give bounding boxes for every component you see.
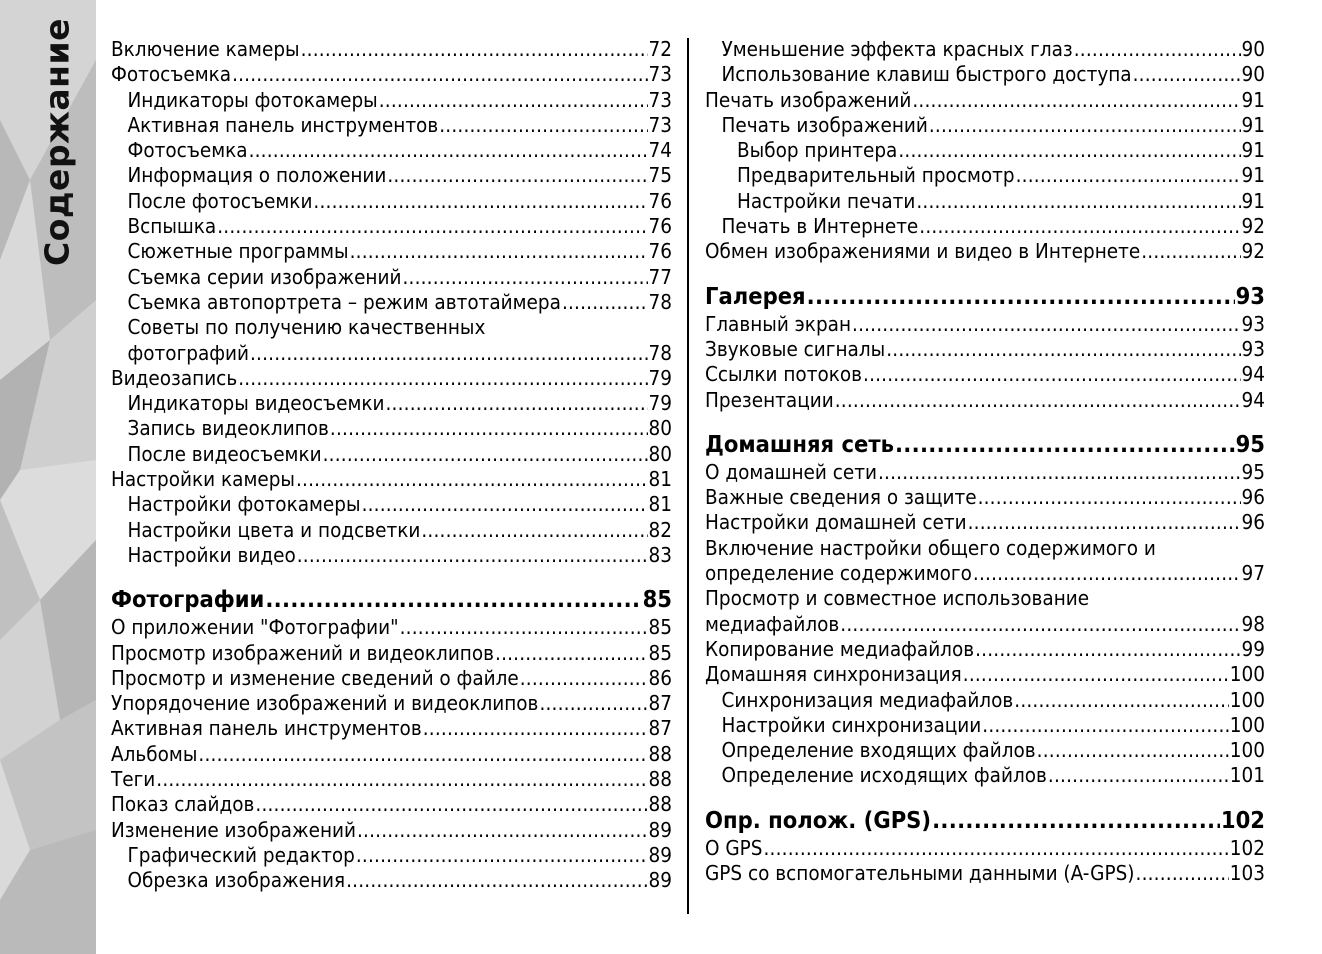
toc-dot-leader [975,637,1240,662]
toc-page-number: 73 [648,112,672,137]
toc-dot-leader [1016,163,1241,188]
toc-entry[interactable] [111,666,672,691]
toc-page-number: 98 [1241,611,1265,636]
toc-page-number: 91 [1241,87,1265,112]
toc-dot-leader [439,113,647,138]
toc-entry-title: Советы по получению качественных [127,315,486,340]
toc-page-number: 88 [648,792,672,817]
toc-page-number: 73 [648,62,672,87]
toc-entry-title: определение содержимого [705,561,972,586]
toc-dot-leader [255,792,647,817]
toc-dot-leader [379,88,648,113]
toc-entry[interactable] [705,738,1265,763]
toc-dot-leader [495,641,648,666]
toc-entry[interactable] [705,688,1265,713]
toc-dot-leader [520,666,648,691]
toc-entry-title: О GPS [705,835,763,860]
toc-entry-title: Печать в Интернете [721,214,919,239]
toc-entry[interactable] [111,868,672,893]
toc-entry-title: Активная панель инструментов [127,112,439,137]
toc-entry-title: Упорядочение изображений и видеоклипов [111,691,539,716]
toc-entry[interactable] [705,388,1265,413]
toc-dot-leader [346,868,647,893]
toc-entry-title: Включение камеры [111,37,300,61]
toc-entry-title: О домашней сети [705,459,877,484]
toc-dot-leader [973,561,1241,586]
toc-entry-title: Копирование медиафайлов [705,636,975,661]
toc-entry-title: Альбомы [111,741,198,766]
toc-page-number: 85 [648,615,672,640]
toc-dot-leader [978,485,1241,510]
toc-page-number: 93 [1241,336,1265,361]
toc-page-number: 91 [1241,112,1265,137]
toc-dot-leader [156,767,647,792]
toc-page-number: 82 [648,517,672,542]
toc-entry-title: Домашняя сеть [705,429,894,458]
toc-page-number: 100 [1229,738,1265,763]
toc-entry[interactable] [705,362,1265,387]
column-divider [687,38,689,914]
toc-entry-title: фотографий [127,340,249,365]
toc-dot-leader [1037,738,1229,763]
toc-entry-title: После видеосъемки [127,441,322,466]
toc-dot-leader [357,818,648,843]
toc-entry-title: Видеозапись [111,365,238,390]
toc-entry[interactable] [111,138,672,163]
toc-dot-leader [912,88,1240,113]
toc-page-number: 100 [1229,662,1265,687]
toc-right-column [705,37,1265,886]
toc-page-number: 79 [648,365,672,390]
toc-entry-title: Галерея [705,281,806,310]
sidebar-decoration [0,0,96,954]
toc-page-number: 89 [648,868,672,893]
toc-page-number: 80 [648,441,672,466]
toc-page-number: 103 [1229,861,1265,886]
toc-dot-leader [895,428,1235,460]
toc-entry[interactable] [705,88,1265,113]
toc-dot-leader [238,366,647,391]
toc-dot-leader [1133,62,1241,87]
toc-entry-title: Настройки камеры [111,467,295,492]
toc-page-number: 76 [648,239,672,264]
toc-dot-leader [297,543,648,568]
toc-entry[interactable] [111,113,672,138]
toc-entry[interactable] [111,214,672,239]
toc-dot-leader [301,37,648,62]
toc-entry-title: Уменьшение эффекта красных глаз [721,37,1073,61]
toc-entry-title: Съемка автопортрета – режим автотаймера [127,289,561,314]
toc-entry[interactable] [111,742,672,767]
toc-page-number: 96 [1241,510,1265,535]
toc-dot-leader [982,713,1229,738]
toc-page-number: 101 [1229,763,1265,788]
toc-entry[interactable] [705,62,1265,87]
toc-entry[interactable] [111,391,672,416]
toc-entry-title: Индикаторы фотокамеры [127,87,378,112]
toc-entry-title: Главный экран [705,311,852,336]
toc-dot-leader [400,615,648,640]
toc-dot-leader [1048,763,1229,788]
toc-page-number: 94 [1241,387,1265,412]
toc-dot-leader [764,836,1229,861]
toc-page-number: 90 [1241,62,1265,87]
toc-entry-title: Активная панель инструментов [111,716,422,741]
toc-entry[interactable] [111,615,672,640]
toc-entry-title: Теги [111,767,156,792]
toc-page-number: 95 [1235,429,1265,458]
toc-dot-leader [313,189,647,214]
toc-dot-leader [878,460,1241,485]
toc-page-number: 99 [1241,636,1265,661]
toc-entry-title: Настройки цвета и подсветки [127,517,421,542]
toc-entry-title: О приложении "Фотографии" [111,615,399,640]
toc-entry[interactable] [111,767,672,792]
toc-entry-title: Просмотр изображений и видеоклипов [111,640,495,665]
toc-page-number: 78 [648,340,672,365]
toc-dot-leader [265,583,641,615]
toc-entry-title: Графический редактор [127,842,355,867]
toc-entry-title: Включение настройки общего содержимого и [705,535,1156,560]
toc-page-number: 76 [648,214,672,239]
toc-entry[interactable] [111,62,672,87]
toc-page-number: 80 [648,416,672,441]
toc-entry[interactable] [705,485,1265,510]
toc-entry[interactable] [705,138,1265,163]
toc-page-number: 72 [648,37,672,61]
toc-page-number: 92 [1241,239,1265,264]
toc-entry-title: Показ слайдов [111,792,255,817]
toc-page-number: 85 [642,585,672,614]
toc-dot-leader [356,843,648,868]
toc-dot-leader [350,239,648,264]
toc-entry-title: Определение исходящих файлов [721,763,1047,788]
toc-dot-leader [423,716,648,741]
toc-page-number: 86 [648,665,672,690]
toc-entry-title: Вспышка [127,214,217,239]
toc-dot-leader [898,138,1240,163]
toc-entry-title: Опр. полож. (GPS) [705,805,932,834]
toc-entry-title: Съемка серии изображений [127,264,402,289]
toc-page-number: 96 [1241,485,1265,510]
toc-dot-leader [198,742,647,767]
toc-entry[interactable] [705,163,1265,188]
toc-dot-leader [852,312,1241,337]
toc-entry[interactable] [705,763,1265,788]
toc-entry[interactable] [705,460,1265,485]
toc-section-heading[interactable] [111,583,672,615]
toc-entry-title: Фотосъемка [127,138,248,163]
toc-entry[interactable] [705,586,1265,611]
toc-dot-leader [1136,861,1229,886]
toc-section-heading[interactable] [705,428,1265,460]
toc-entry[interactable] [111,163,672,188]
toc-page-number: 75 [648,163,672,188]
toc-page-number: 89 [648,842,672,867]
toc-entry-title: Ссылки потоков [705,362,863,387]
toc-page-number: 83 [648,542,672,567]
toc-entry-title: Важные сведения о защите [705,485,977,510]
toc-entry[interactable] [111,88,672,113]
toc-page-number: 91 [1241,163,1265,188]
toc-entry[interactable] [111,716,672,741]
toc-page-number: 100 [1229,712,1265,737]
toc-dot-leader [835,388,1241,413]
toc-entry-title: Настройки фотокамеры [127,492,361,517]
toc-page-number: 73 [648,87,672,112]
toc-entry-title: Презентации [705,387,834,412]
toc-entry-title: Настройки синхронизации [721,712,982,737]
toc-entry[interactable] [111,315,672,340]
toc-entry-title: Настройки домашней сети [705,510,967,535]
toc-entry-title: Домашняя синхронизация [705,662,962,687]
toc-dot-leader [932,804,1220,836]
toc-entry-title: медиафайлов [705,611,840,636]
toc-left-column [111,37,672,894]
toc-dot-leader [296,467,648,492]
toc-entry[interactable] [111,290,672,315]
toc-page-number: 93 [1241,311,1265,336]
toc-section-heading[interactable] [705,280,1265,312]
toc-dot-leader [323,442,648,467]
toc-entry[interactable] [705,37,1265,62]
toc-dot-leader [840,612,1240,637]
toc-entry[interactable] [705,189,1265,214]
toc-page-number: 81 [648,467,672,492]
toc-dot-leader [863,362,1241,387]
toc-page-number: 102 [1220,805,1265,834]
toc-entry[interactable] [705,561,1265,586]
toc-entry-title: Изменение изображений [111,817,356,842]
toc-dot-leader [421,518,647,543]
toc-entry[interactable] [111,518,672,543]
toc-page-number: 92 [1241,214,1265,239]
toc-entry[interactable] [111,818,672,843]
toc-entry[interactable] [111,492,672,517]
toc-page-number: 76 [648,188,672,213]
toc-dot-leader [929,113,1241,138]
toc-dot-leader [1014,688,1229,713]
toc-dot-leader [886,337,1240,362]
toc-dot-leader [919,214,1240,239]
toc-entry[interactable] [705,113,1265,138]
toc-entry[interactable] [705,214,1265,239]
toc-section-heading[interactable] [705,804,1265,836]
toc-entry[interactable] [705,239,1265,264]
toc-entry-title: Выбор принтера [737,138,898,163]
toc-dot-leader [539,691,647,716]
toc-page-number: 81 [648,492,672,517]
toc-entry-title: Сюжетные программы [127,239,349,264]
toc-entry[interactable] [111,37,672,62]
toc-entry[interactable] [705,312,1265,337]
toc-dot-leader [402,265,647,290]
toc-page-number: 89 [648,817,672,842]
toc-entry[interactable] [705,662,1265,687]
toc-dot-leader [1074,37,1241,62]
toc-entry-title: Обрезка изображения [127,868,346,893]
toc-dot-leader [1141,239,1240,264]
toc-entry-title: Определение входящих файлов [721,738,1036,763]
toc-entry[interactable] [111,366,672,391]
toc-entry[interactable] [111,792,672,817]
toc-entry-title: GPS со вспомогательными данными (A-GPS) [705,861,1135,886]
toc-page-number: 91 [1241,188,1265,213]
toc-entry-title: Информация о положении [127,163,387,188]
toc-page-number: 91 [1241,138,1265,163]
toc-entry[interactable] [705,861,1265,886]
toc-entry[interactable] [111,239,672,264]
toc-entry-title: Просмотр и изменение сведений о файле [111,665,519,690]
toc-dot-leader [250,341,648,366]
toc-page-number: 88 [648,741,672,766]
toc-entry[interactable] [705,612,1265,637]
sidebar-title: Содержание [37,18,77,266]
toc-entry[interactable] [705,337,1265,362]
toc-page-number: 93 [1235,281,1265,310]
toc-dot-leader [249,138,648,163]
toc-entry-title: Печать изображений [721,112,928,137]
toc-page-number: 87 [648,716,672,741]
toc-entry[interactable] [705,713,1265,738]
toc-entry[interactable] [705,536,1265,561]
toc-entry-title: Настройки печати [737,188,916,213]
toc-page-number: 78 [648,289,672,314]
toc-entry-title: Настройки видео [127,542,296,567]
toc-entry-title: После фотосъемки [127,188,313,213]
toc-dot-leader [330,416,648,441]
toc-page-number: 85 [648,640,672,665]
toc-dot-leader [963,662,1229,687]
toc-page-number: 79 [648,391,672,416]
toc-page-number: 88 [648,767,672,792]
toc-entry-title: Фотосъемка [111,62,232,87]
toc-dot-leader [232,62,647,87]
toc-entry[interactable] [111,641,672,666]
toc-page-number: 95 [1241,459,1265,484]
toc-page-number: 102 [1229,835,1265,860]
toc-dot-leader [387,163,647,188]
toc-page-number: 90 [1241,37,1265,61]
toc-entry-title: Печать изображений [705,87,912,112]
toc-entry-title: Запись видеоклипов [127,416,329,441]
toc-dot-leader [968,510,1241,535]
toc-entry-title: Просмотр и совместное использование [705,586,1090,611]
toc-entry-title: Синхронизация медиафайлов [721,687,1014,712]
toc-entry-title: Фотографии [111,585,265,614]
toc-page-number: 77 [648,264,672,289]
toc-entry[interactable] [111,265,672,290]
toc-entry[interactable] [111,691,672,716]
toc-entry-title: Предварительный просмотр [737,163,1015,188]
toc-entry[interactable] [705,510,1265,535]
toc-entry-title: Обмен изображениями и видео в Интернете [705,239,1141,264]
toc-entry[interactable] [111,189,672,214]
toc-dot-leader [362,492,648,517]
toc-entry[interactable] [111,843,672,868]
toc-dot-leader [807,280,1235,312]
toc-entry-title: Индикаторы видеосъемки [127,391,385,416]
toc-dot-leader [562,290,648,315]
toc-entry[interactable] [111,416,672,441]
toc-page-number: 100 [1229,687,1265,712]
toc-page-number: 87 [648,691,672,716]
toc-page-number: 74 [648,138,672,163]
toc-entry-title: Использование клавиш быстрого доступа [721,62,1132,87]
toc-page-number: 94 [1241,362,1265,387]
toc-dot-leader [217,214,647,239]
toc-entry[interactable] [111,341,672,366]
toc-entry[interactable] [111,442,672,467]
toc-dot-leader [385,391,647,416]
toc-entry[interactable] [111,467,672,492]
toc-entry[interactable] [705,637,1265,662]
toc-page-number: 97 [1241,561,1265,586]
toc-entry-title: Звуковые сигналы [705,336,886,361]
toc-dot-leader [916,189,1240,214]
toc-entry[interactable] [111,543,672,568]
toc-entry[interactable] [705,836,1265,861]
